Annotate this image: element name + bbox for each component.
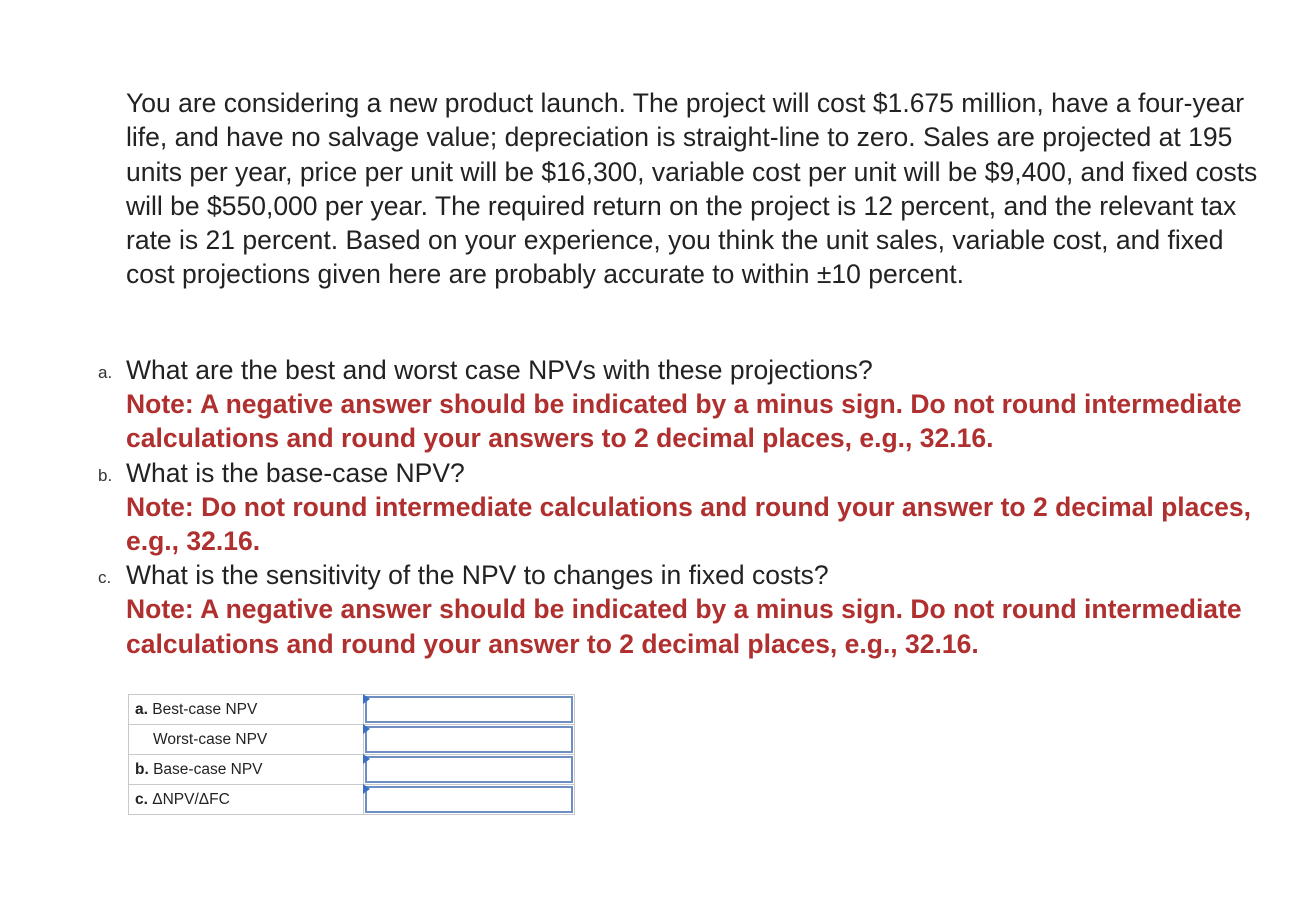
answer-label-prefix: a. (135, 700, 148, 718)
answer-label-text: Best-case NPV (152, 700, 258, 718)
answer-label (129, 785, 364, 815)
base-case-npv-input[interactable] (367, 758, 571, 781)
problem-statement: You are considering a new product launch. The project will cost $1.675 million, have a four-year life, and have no salvage value; depreciation is straight-line to zero. Sales are projected at 195 units per year, price per unit will be $16,300, variable cost per unit will be $9,400, and fixed costs will be $550,000 per year. The required return on the project is 12 percent, and the relevant tax rate is 21 percent. Based on your experience, you think the unit sales, variable cost, and fixed cost projections given here are probably accurate to within ±10 percent. (126, 88, 1258, 290)
answer-row-worst-case (129, 725, 575, 755)
answer-label-prefix: b. (135, 760, 149, 778)
question-c (98, 558, 1278, 661)
question-marker: a. (98, 363, 113, 382)
input-marker-icon (363, 784, 370, 794)
answer-label-prefix: c. (135, 790, 148, 808)
question-note: Note: A negative answer should be indicated by a minus sign. Do not round intermediate calculations and round your answers to 2 decimal places, e.g., 32.16. (126, 389, 1242, 454)
answer-label (129, 755, 364, 785)
input-marker-icon (363, 694, 370, 704)
answer-input-box (365, 756, 573, 783)
answer-cell (364, 785, 575, 815)
best-case-npv-input[interactable] (367, 698, 571, 721)
answer-input-box (365, 786, 573, 813)
question-text: What are the best and worst case NPVs with these projections? (126, 355, 873, 385)
answer-row-best-case (129, 695, 575, 725)
question-b (98, 456, 1278, 559)
question-text: What is the sensitivity of the NPV to changes in fixed costs? (126, 560, 829, 591)
answer-input-box (365, 696, 573, 723)
answer-cell (364, 725, 575, 755)
answer-table (128, 694, 575, 815)
input-marker-icon (363, 754, 370, 764)
question-note: Note: A negative answer should be indicated by a minus sign. Do not round intermediate calculations and round your answer to 2 decimal places, e.g., 32.16. (126, 594, 1242, 659)
question-note: Note: Do not round intermediate calculations and round your answer to 2 decimal places, e.g., 32.16. (126, 491, 1251, 557)
question-list (98, 353, 1278, 661)
answer-label-text: Base-case NPV (153, 760, 263, 778)
answer-label-text: ΔNPV/ΔFC (152, 790, 230, 808)
answer-input-box (365, 726, 573, 753)
answer-label (129, 695, 364, 725)
question-a (98, 353, 1278, 456)
worst-case-npv-input[interactable] (367, 728, 571, 751)
answer-cell (364, 755, 575, 785)
answer-row-base-case (129, 755, 575, 785)
question-marker: c. (98, 568, 112, 588)
answer-row-sensitivity (129, 785, 575, 815)
answer-label (129, 725, 364, 755)
answer-label-text: Worst-case NPV (153, 730, 268, 748)
question-marker: b. (98, 465, 113, 485)
answer-cell (364, 695, 575, 725)
input-marker-icon (363, 724, 370, 734)
npv-sensitivity-input[interactable] (367, 788, 571, 811)
question-text: What is the base-case NPV? (126, 457, 465, 488)
